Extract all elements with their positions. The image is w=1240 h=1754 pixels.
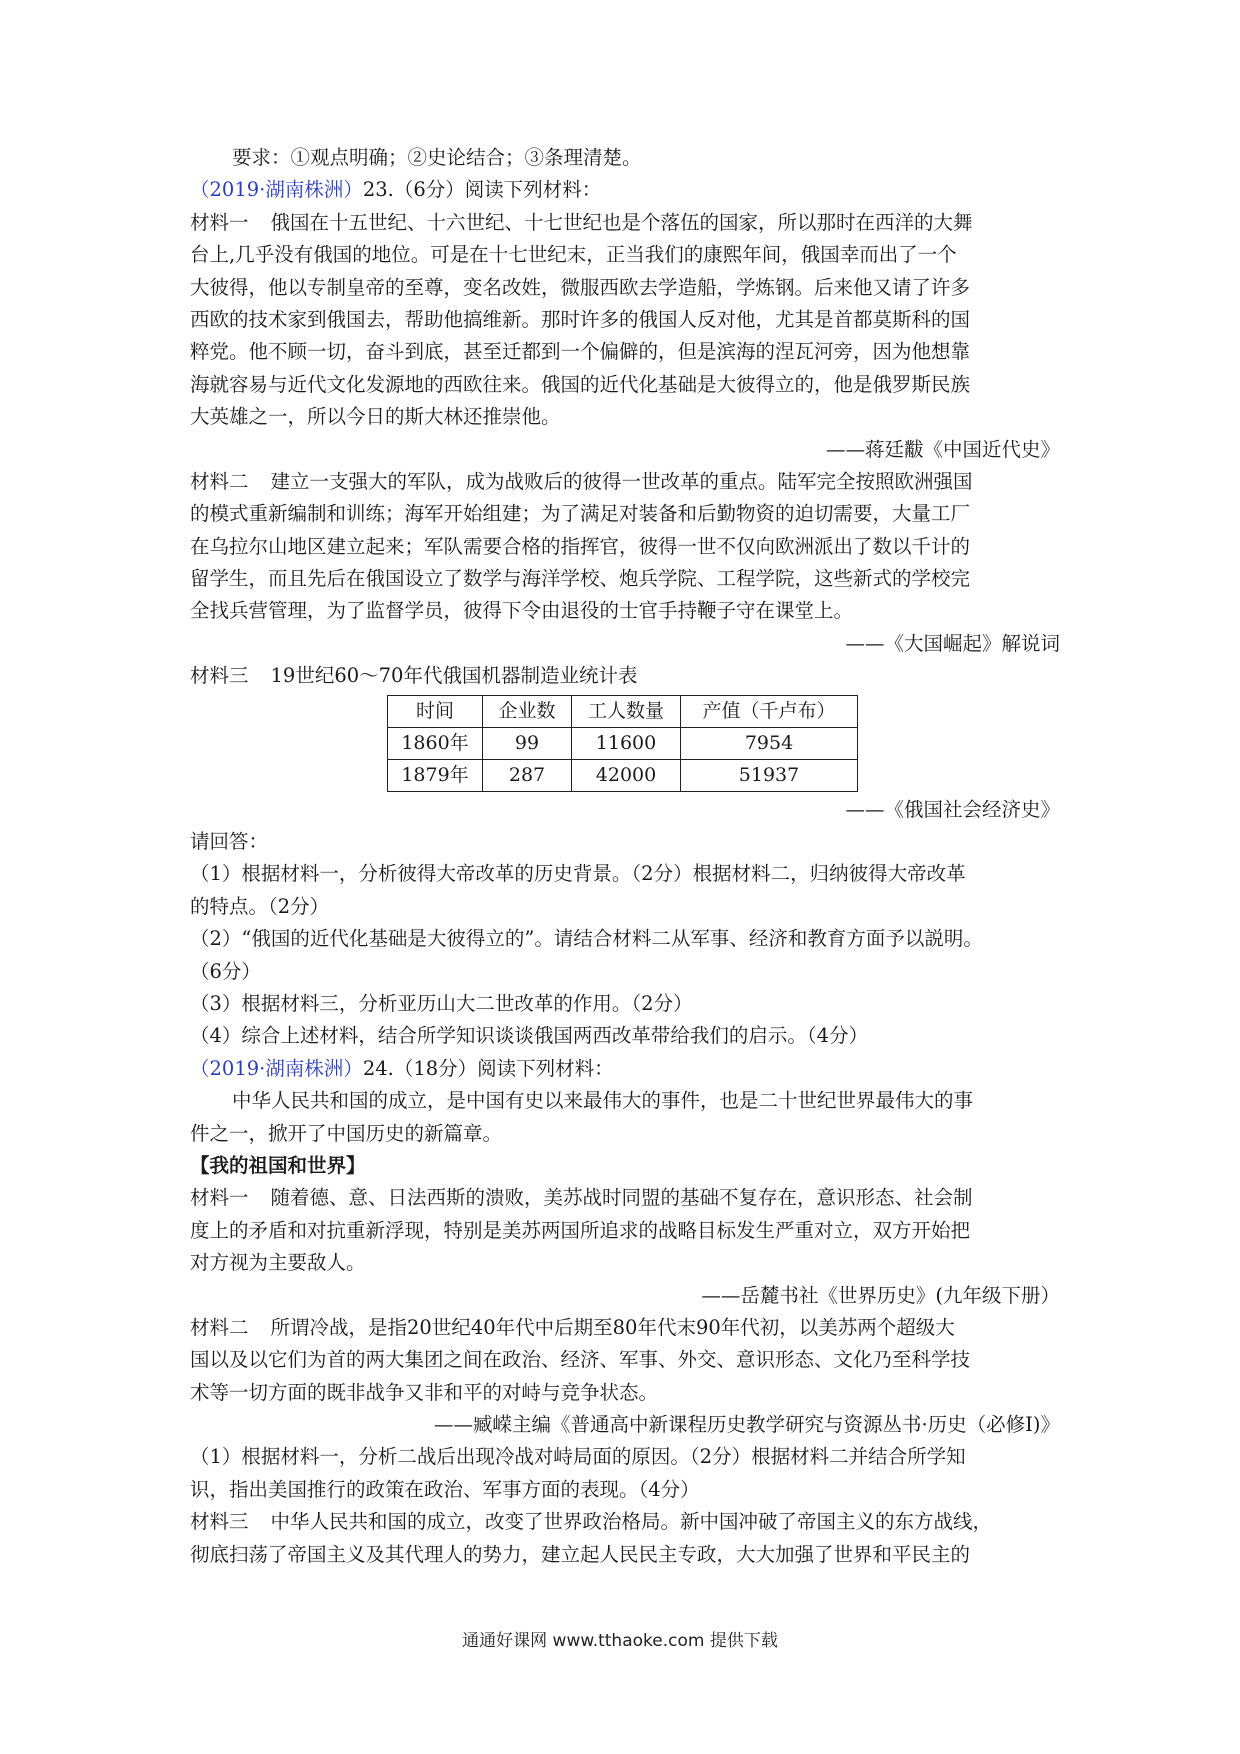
line-text: 彻底扫荡了帝国主义及其代理人的势力，建立起人民民主专政，大大加强了世界和平民主的 — [190, 1542, 971, 1566]
line-text: 请回答： — [190, 830, 269, 854]
document-body — [190, 142, 1060, 1571]
text-line — [190, 466, 1060, 498]
line-text: 随着德、意、日法西斯的溃败，美苏战时同盟的基础不复存在，意识形态、社会制 — [270, 1186, 973, 1210]
line-text: ——蒋廷黻《中国近代史》 — [825, 437, 1060, 461]
text-line — [190, 1247, 1060, 1279]
line-text: 台上,几乎没有俄国的地位。可是在十七世纪末，正当我们的康熙年间，俄国幸而出了一个 — [190, 243, 957, 267]
line-text: 粹党。他不顾一切，奋斗到底，甚至迁都到一个偏僻的，但是滨海的涅瓦河旁，因为他想靠 — [190, 340, 971, 364]
line-text: 大彼得，他以专制皇帝的至尊，变名改姓，微服西欧去学造船，学炼钢。后来他又请了许多 — [190, 275, 971, 299]
text-line — [190, 531, 1060, 563]
text-block-1 — [190, 142, 1060, 693]
line-text: ——臧嵘主编《普通高中新课程历史教学研究与资源丛书·历史（必修I)》 — [433, 1413, 1060, 1437]
line-text: 国以及以它们为首的两大集团之间在政治、经济、军事、外交、意识形态、文化乃至科学技 — [190, 1348, 971, 1372]
text-line — [190, 1474, 1060, 1506]
text-line — [190, 239, 1060, 271]
text-line — [190, 498, 1060, 530]
table-header-row — [388, 695, 858, 727]
table-cell: 1879年 — [388, 759, 483, 791]
table-cell: 51937 — [681, 759, 858, 791]
statistics-table — [387, 695, 858, 792]
text-line — [190, 272, 1060, 304]
line-text: ——《俄国社会经济史》 — [845, 797, 1060, 821]
line-text: （4）综合上述材料，结合所学知识谈谈俄国两西改革带给我们的启示。（4分） — [190, 1024, 869, 1048]
table-cell: 99 — [483, 727, 572, 759]
line-text: 全找兵营管理，为了监督学员，彼得下令由退役的士官手持鞭子守在课堂上。 — [190, 599, 854, 623]
text-line — [190, 1441, 1060, 1473]
line-text: ——《大国崛起》解说词 — [845, 631, 1060, 655]
material-label: 材料二 — [190, 469, 249, 493]
text-line — [190, 1539, 1060, 1571]
line-text: （1）根据材料一，分析二战后出现冷战对峙局面的原因。（2分）根据材料二并结合所学知 — [190, 1445, 966, 1469]
text-line — [190, 1506, 1060, 1538]
table-header-cell: 工人数量 — [572, 695, 681, 727]
text-line — [190, 1312, 1060, 1344]
table-row — [388, 759, 858, 791]
source-citation — [190, 434, 1060, 466]
text-line — [190, 956, 1060, 988]
text-line — [190, 826, 1060, 858]
text-line — [190, 1344, 1060, 1376]
line-text: 【我的祖国和世界】 — [190, 1153, 366, 1177]
question-source-tag: （2019·湖南株洲） — [190, 178, 363, 202]
page-footer: 通通好课网 www.tthaoke.com 提供下载 — [462, 1631, 778, 1651]
material-label: 材料二 — [190, 1315, 249, 1339]
line-text: 识，指出美国推行的政策在政治、军事方面的表现。（4分） — [190, 1477, 700, 1501]
line-text: （6分） — [190, 959, 261, 983]
text-line — [190, 369, 1060, 401]
line-text: 件之一，掀开了中国历史的新篇章。 — [190, 1121, 503, 1145]
line-text: （3）根据材料三，分析亚历山大二世改革的作用。（2分） — [190, 991, 693, 1015]
text-line — [190, 988, 1060, 1020]
text-line — [190, 1182, 1060, 1214]
line-text: 西欧的技术家到俄国去，帮助他搞维新。那时许多的俄国人反对他，尤其是首都莫斯科的国 — [190, 307, 971, 331]
line-text: 的特点。（2分） — [190, 894, 330, 918]
line-text: 建立一支强大的军队，成为战败后的彼得一世改革的重点。陆军完全按照欧洲强国 — [270, 469, 973, 493]
text-line — [190, 1150, 1060, 1182]
question-heading: 24.（18分）阅读下列材料： — [362, 1056, 614, 1080]
text-line — [190, 1053, 1060, 1085]
material-label: 材料一 — [190, 1186, 249, 1210]
source-citation — [190, 1280, 1060, 1312]
text-line — [190, 1020, 1060, 1052]
table-row — [388, 727, 858, 759]
text-line — [190, 923, 1060, 955]
line-text: 的模式重新编制和训练；海军开始组建；为了满足对装备和后勤物资的迫切需要，大量工厂 — [190, 502, 971, 526]
text-line — [190, 142, 1060, 174]
table-cell: 1860年 — [388, 727, 483, 759]
text-block-2 — [190, 794, 1060, 1571]
table-header-cell: 企业数 — [483, 695, 572, 727]
line-text: 在乌拉尔山地区建立起来；军队需要合格的指挥官，彼得一世不仅向欧洲派出了数以千计的 — [190, 534, 971, 558]
text-line — [190, 304, 1060, 336]
text-line — [190, 1118, 1060, 1150]
text-line — [190, 1215, 1060, 1247]
source-citation — [190, 628, 1060, 660]
text-line — [190, 1377, 1060, 1409]
material-label: 材料一 — [190, 210, 249, 234]
line-text: 中华人民共和国的成立，改变了世界政治格局。新中国冲破了帝国主义的东方战线， — [270, 1510, 993, 1534]
table-header-cell: 时间 — [388, 695, 483, 727]
table-cell: 11600 — [572, 727, 681, 759]
question-source-tag: （2019·湖南株洲） — [190, 1056, 363, 1080]
line-text: 大英雄之一，所以今日的斯大林还推崇他。 — [190, 405, 561, 429]
line-text: 中华人民共和国的成立，是中国有史以来最伟大的事件，也是二十世纪世界最伟大的事 — [232, 1089, 974, 1113]
text-line — [190, 563, 1060, 595]
text-line — [190, 858, 1060, 890]
text-line — [190, 891, 1060, 923]
line-text: 度上的矛盾和对抗重新浮现，特别是美苏两国所追求的战略目标发生严重对立，双方开始把 — [190, 1218, 971, 1242]
line-text: 留学生，而且先后在俄国设立了数学与海洋学校、炮兵学院、工程学院，这些新式的学校完 — [190, 567, 971, 591]
source-citation — [190, 1409, 1060, 1441]
line-text: 俄国在十五世纪、十六世纪、十七世纪也是个落伍的国家，所以那时在西洋的大舞 — [270, 210, 973, 234]
line-text: 19世纪60～70年代俄国机器制造业统计表 — [270, 664, 638, 688]
question-heading: 23.（6分）阅读下列材料： — [362, 178, 602, 202]
text-line — [190, 1085, 1060, 1117]
line-text: （2）“俄国的近代化基础是大彼得立的”。请结合材料二从军事、经济和教育方面予以説明。 — [190, 927, 983, 951]
text-line — [190, 595, 1060, 627]
text-line — [190, 207, 1060, 239]
material-label: 材料三 — [190, 1510, 249, 1534]
line-text: （1）根据材料一，分析彼得大帝改革的历史背景。（2分）根据材料二，归纳彼得大帝改革 — [190, 862, 966, 886]
line-text: 术等一切方面的既非战争又非和平的对峙与竞争状态。 — [190, 1380, 659, 1404]
line-text: 要求：①观点明确；②史论结合；③条理清楚。 — [232, 146, 642, 169]
text-line — [190, 174, 1060, 206]
table-cell: 287 — [483, 759, 572, 791]
material-label: 材料三 — [190, 664, 249, 688]
table-cell: 42000 — [572, 759, 681, 791]
table-cell: 7954 — [681, 727, 858, 759]
source-citation — [190, 794, 1060, 826]
line-text: 对方视为主要敌人。 — [190, 1251, 366, 1275]
line-text: 所谓冷战，是指20世纪40年代中后期至80年代末90年代初，以美苏两个超级大 — [270, 1315, 955, 1339]
text-line — [190, 660, 1060, 692]
line-text: 海就容易与近代文化发源地的西欧往来。俄国的近代化基础是大彼得立的，他是俄罗斯民族 — [190, 372, 971, 396]
text-line — [190, 401, 1060, 433]
line-text: ——岳麓书社《世界历史》(九年级下册） — [701, 1283, 1060, 1307]
table-header-cell: 产值（千卢布） — [681, 695, 858, 727]
text-line — [190, 336, 1060, 368]
